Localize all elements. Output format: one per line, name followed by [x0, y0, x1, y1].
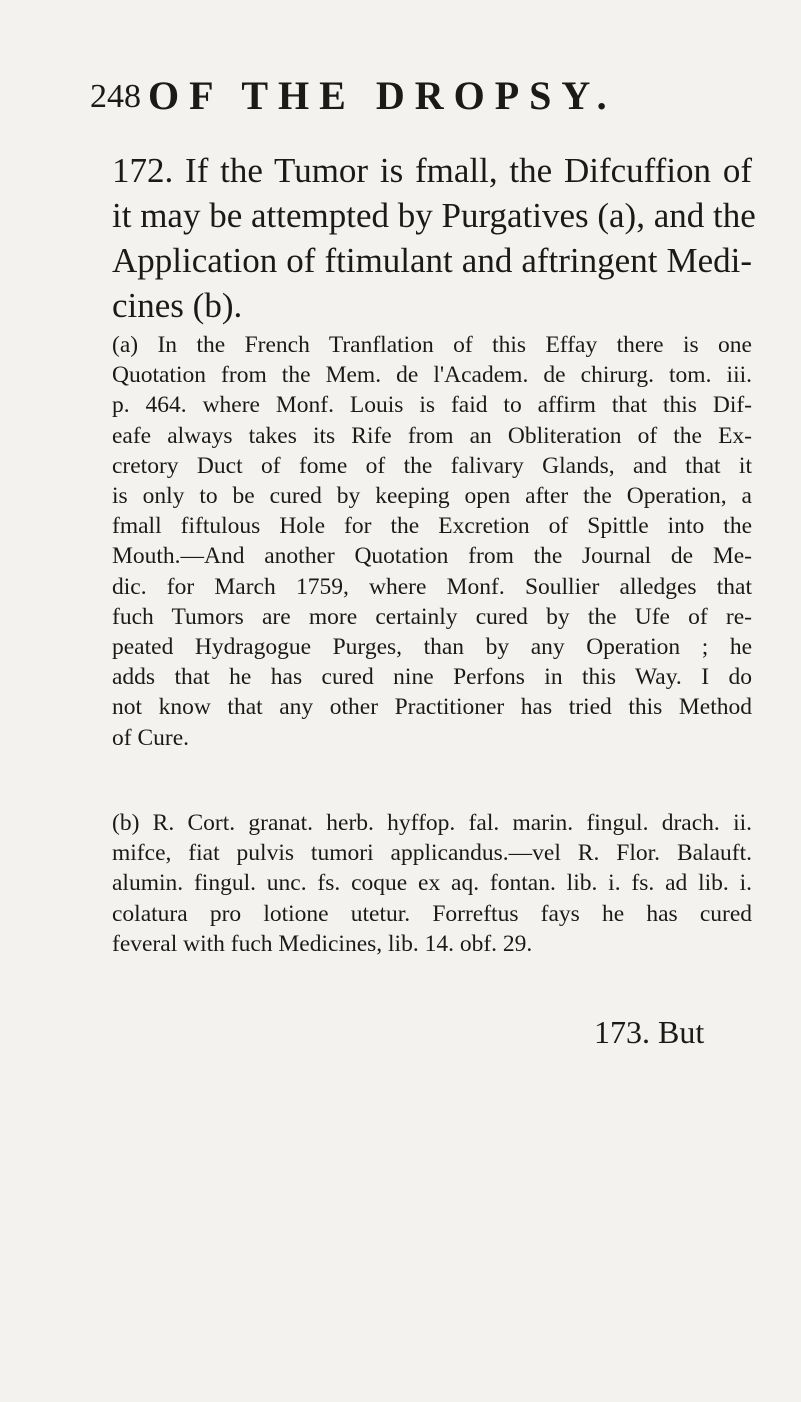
- footnote-a: [112, 330, 752, 753]
- page-header: [90, 72, 730, 122]
- paragraph-line: cines (b).: [112, 286, 243, 325]
- paragraph-line: 172. If the Tumor is fmall, the Difcuffion of: [112, 151, 752, 190]
- footnote-line: cretory Duct of fome of the falivary Glands, and that it: [112, 452, 752, 479]
- footnote-line: p. 464. where Monf. Louis is faid to affirm that this Dif-: [112, 392, 752, 419]
- footnote-line: fmall fiftulous Hole for the Excretion of Spittle into the: [112, 513, 752, 540]
- footnote-line: dic. for March 1759, where Monf. Soullier alledges that: [112, 573, 752, 600]
- footnote-line: mifce, fiat pulvis tumori applicandus.—vel R. Flor. Balauft.: [112, 840, 752, 867]
- paragraph-172: [112, 148, 756, 328]
- footnote-line: eafe always takes its Rife from an Obliteration of the Ex-: [112, 422, 752, 449]
- footnote-line: colatura pro lotione utetur. Forreftus fays he has cured: [112, 900, 752, 927]
- footnote-line: (b) R. Cort. granat. herb. hyffop. fal. marin. fingul. drach. ii.: [112, 810, 752, 836]
- footnote-line: feveral with fuch Medicines, lib. 14. obf. 29.: [112, 930, 533, 957]
- footnote-line: of Cure.: [112, 724, 190, 751]
- paragraph-line: Application of ftimulant and aftringent Medi-: [112, 241, 752, 280]
- footnote-line: peated Hydragogue Purges, than by any Operation ; he: [112, 634, 752, 661]
- footnote-line: Mouth.—And another Quotation from the Journal de Me-: [112, 543, 752, 570]
- running-head: OF THE DROPSY.: [148, 73, 617, 118]
- footnote-line: not know that any other Practitioner has tried this Method: [112, 694, 752, 721]
- catchword: 173. But: [594, 1014, 705, 1050]
- footnote-line: adds that he has cured nine Perfons in this Way. I do: [112, 664, 752, 691]
- footnote-line: Quotation from the Mem. de l'Academ. de chirurg. tom. iii.: [112, 362, 752, 389]
- footnote-b: [112, 808, 752, 959]
- page-number: 248: [90, 78, 141, 115]
- footnote-line: is only to be cured by keeping open after the Operation, a: [112, 483, 752, 510]
- footnote-line: alumin. fingul. unc. fs. coque ex aq. fontan. lib. i. fs. ad lib. i.: [112, 870, 752, 897]
- footnote-line: fuch Tumors are more certainly cured by the Ufe of re-: [112, 603, 752, 630]
- paragraph-line: it may be attempted by Purgatives (a), and the: [112, 196, 756, 235]
- footnote-line: (a) In the French Tranflation of this Effay there is one: [112, 332, 752, 358]
